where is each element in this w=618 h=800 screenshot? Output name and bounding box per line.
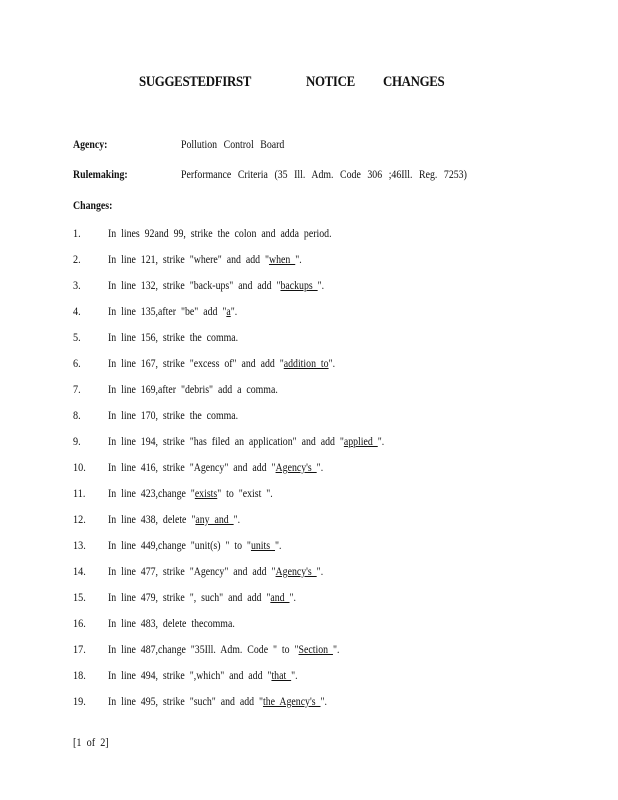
list-item-number: 7. xyxy=(73,382,81,396)
change-instruction: In line 495, strike "such" and add " xyxy=(108,694,263,708)
list-item-number: 2. xyxy=(73,252,81,266)
change-instruction: In line 479, strike ", such" and add " xyxy=(108,590,271,604)
list-item xyxy=(0,382,618,398)
change-instruction: In line 477, strike "Agency" and add " xyxy=(108,564,276,578)
title-suggested-first: SUGGESTEDFIRST xyxy=(139,74,252,90)
inserted-text: the Agency's xyxy=(262,694,321,708)
change-instruction: In line 423,change " xyxy=(108,486,195,500)
list-item-text xyxy=(108,642,339,657)
change-instruction-end: ". xyxy=(275,538,282,552)
list-item-number: 11. xyxy=(73,486,86,500)
change-instruction: In line 135,after "be" add " xyxy=(108,304,227,318)
change-instruction-end: ". xyxy=(233,512,241,526)
change-instruction: In line 169,after "debris" add a comma. xyxy=(108,382,278,396)
list-item-text xyxy=(108,408,238,423)
inserted-text: that xyxy=(271,668,292,682)
list-item-number: 19. xyxy=(73,694,86,708)
list-item-text xyxy=(108,330,238,345)
changes-label: Changes: xyxy=(73,198,113,212)
list-item-text xyxy=(108,694,327,709)
list-item-text xyxy=(108,486,273,501)
inserted-text: Section xyxy=(298,642,333,656)
list-item xyxy=(0,304,618,320)
change-instruction: In lines 92and 99, strike the colon and adda period. xyxy=(108,226,332,240)
list-item-text xyxy=(108,252,302,267)
change-instruction: In line 132, strike "back-ups" and add " xyxy=(108,278,281,292)
change-instruction: In line 170, strike the comma. xyxy=(108,408,239,422)
list-item xyxy=(0,590,618,606)
list-item xyxy=(0,564,618,580)
list-item-number: 13. xyxy=(73,538,86,552)
list-item-number: 3. xyxy=(73,278,81,292)
list-item-text xyxy=(108,304,237,319)
list-item-number: 14. xyxy=(73,564,86,578)
agency-value: Pollution Control Board xyxy=(181,137,285,151)
list-item xyxy=(0,538,618,554)
list-item xyxy=(0,434,618,450)
list-item-number: 15. xyxy=(73,590,86,604)
rulemaking-label: Rulemaking: xyxy=(73,167,128,181)
change-instruction-end: ". xyxy=(316,564,324,578)
list-item xyxy=(0,694,618,710)
change-instruction: In line 167, strike "excess of" and add " xyxy=(108,356,284,370)
list-item-text xyxy=(108,538,281,553)
list-item-text xyxy=(108,382,278,397)
list-item-number: 8. xyxy=(73,408,81,422)
list-item-text xyxy=(108,590,296,605)
list-item-number: 10. xyxy=(73,460,86,474)
agency-label: Agency: xyxy=(73,137,108,151)
list-item-text xyxy=(108,668,298,683)
change-instruction-end: " to "exist ". xyxy=(217,486,273,500)
inserted-text: any and xyxy=(195,512,234,526)
list-item-number: 1. xyxy=(73,226,81,240)
title-changes: CHANGES xyxy=(383,74,445,90)
inserted-text: a xyxy=(226,304,231,318)
change-instruction: In line 449,change "unit(s) " to " xyxy=(108,538,251,552)
change-instruction: In line 483, delete thecomma. xyxy=(108,616,235,630)
list-item-number: 12. xyxy=(73,512,86,526)
change-instruction: In line 121, strike "where" and add " xyxy=(108,252,269,266)
rulemaking-value: Performance Criteria (35 Ill. Adm. Code 306 ;46Ill. Reg. 7253) xyxy=(181,167,467,181)
inserted-text: when xyxy=(268,252,296,266)
list-item xyxy=(0,252,618,268)
title-notice: NOTICE xyxy=(306,74,355,90)
change-instruction-end: ". xyxy=(328,356,336,370)
change-instruction: In line 494, strike ",which" and add " xyxy=(108,668,272,682)
page-indicator: [1 of 2] xyxy=(73,735,109,749)
change-instruction: In line 487,change "35Ill. Adm. Code " to " xyxy=(108,642,299,656)
inserted-text: exists xyxy=(194,486,218,500)
change-instruction-end: ". xyxy=(291,668,298,682)
change-instruction: In line 194, strike "has filed an application" and add " xyxy=(108,434,344,448)
change-instruction-end: ". xyxy=(320,694,327,708)
list-item xyxy=(0,278,618,294)
list-item-text xyxy=(108,616,235,631)
list-item-text xyxy=(108,278,324,293)
list-item xyxy=(0,642,618,658)
list-item-number: 17. xyxy=(73,642,86,656)
list-item xyxy=(0,512,618,528)
inserted-text: and xyxy=(270,590,290,604)
list-item xyxy=(0,408,618,424)
list-item-text xyxy=(108,460,323,475)
inserted-text: backups xyxy=(280,278,318,292)
list-item-number: 6. xyxy=(73,356,81,370)
inserted-text: Agency's xyxy=(275,564,317,578)
list-item xyxy=(0,668,618,684)
list-item xyxy=(0,356,618,372)
inserted-text: Agency's xyxy=(275,460,317,474)
list-item xyxy=(0,616,618,632)
list-item-number: 4. xyxy=(73,304,81,318)
change-instruction-end: ". xyxy=(289,590,296,604)
list-item xyxy=(0,226,618,242)
inserted-text: addition to xyxy=(283,356,329,370)
list-item-text xyxy=(108,226,332,241)
list-item-text xyxy=(108,512,240,527)
list-item xyxy=(0,330,618,346)
list-item-text xyxy=(108,564,323,579)
list-item-number: 16. xyxy=(73,616,86,630)
change-instruction: In line 156, strike the comma. xyxy=(108,330,239,344)
change-instruction: In line 416, strike "Agency" and add " xyxy=(108,460,276,474)
inserted-text: units xyxy=(250,538,276,552)
change-instruction-end: ". xyxy=(230,304,238,318)
change-instruction-end: ". xyxy=(332,642,340,656)
change-instruction-end: ". xyxy=(316,460,324,474)
change-instruction-end: ". xyxy=(317,278,325,292)
list-item xyxy=(0,486,618,502)
list-item xyxy=(0,460,618,476)
list-item-number: 9. xyxy=(73,434,81,448)
list-item-text xyxy=(108,356,335,371)
change-instruction: In line 438, delete " xyxy=(108,512,196,526)
inserted-text: applied xyxy=(343,434,378,448)
change-instruction-end: ". xyxy=(377,434,385,448)
list-item-number: 18. xyxy=(73,668,86,682)
change-instruction-end: ". xyxy=(295,252,302,266)
list-item-number: 5. xyxy=(73,330,81,344)
list-item-text xyxy=(108,434,384,449)
